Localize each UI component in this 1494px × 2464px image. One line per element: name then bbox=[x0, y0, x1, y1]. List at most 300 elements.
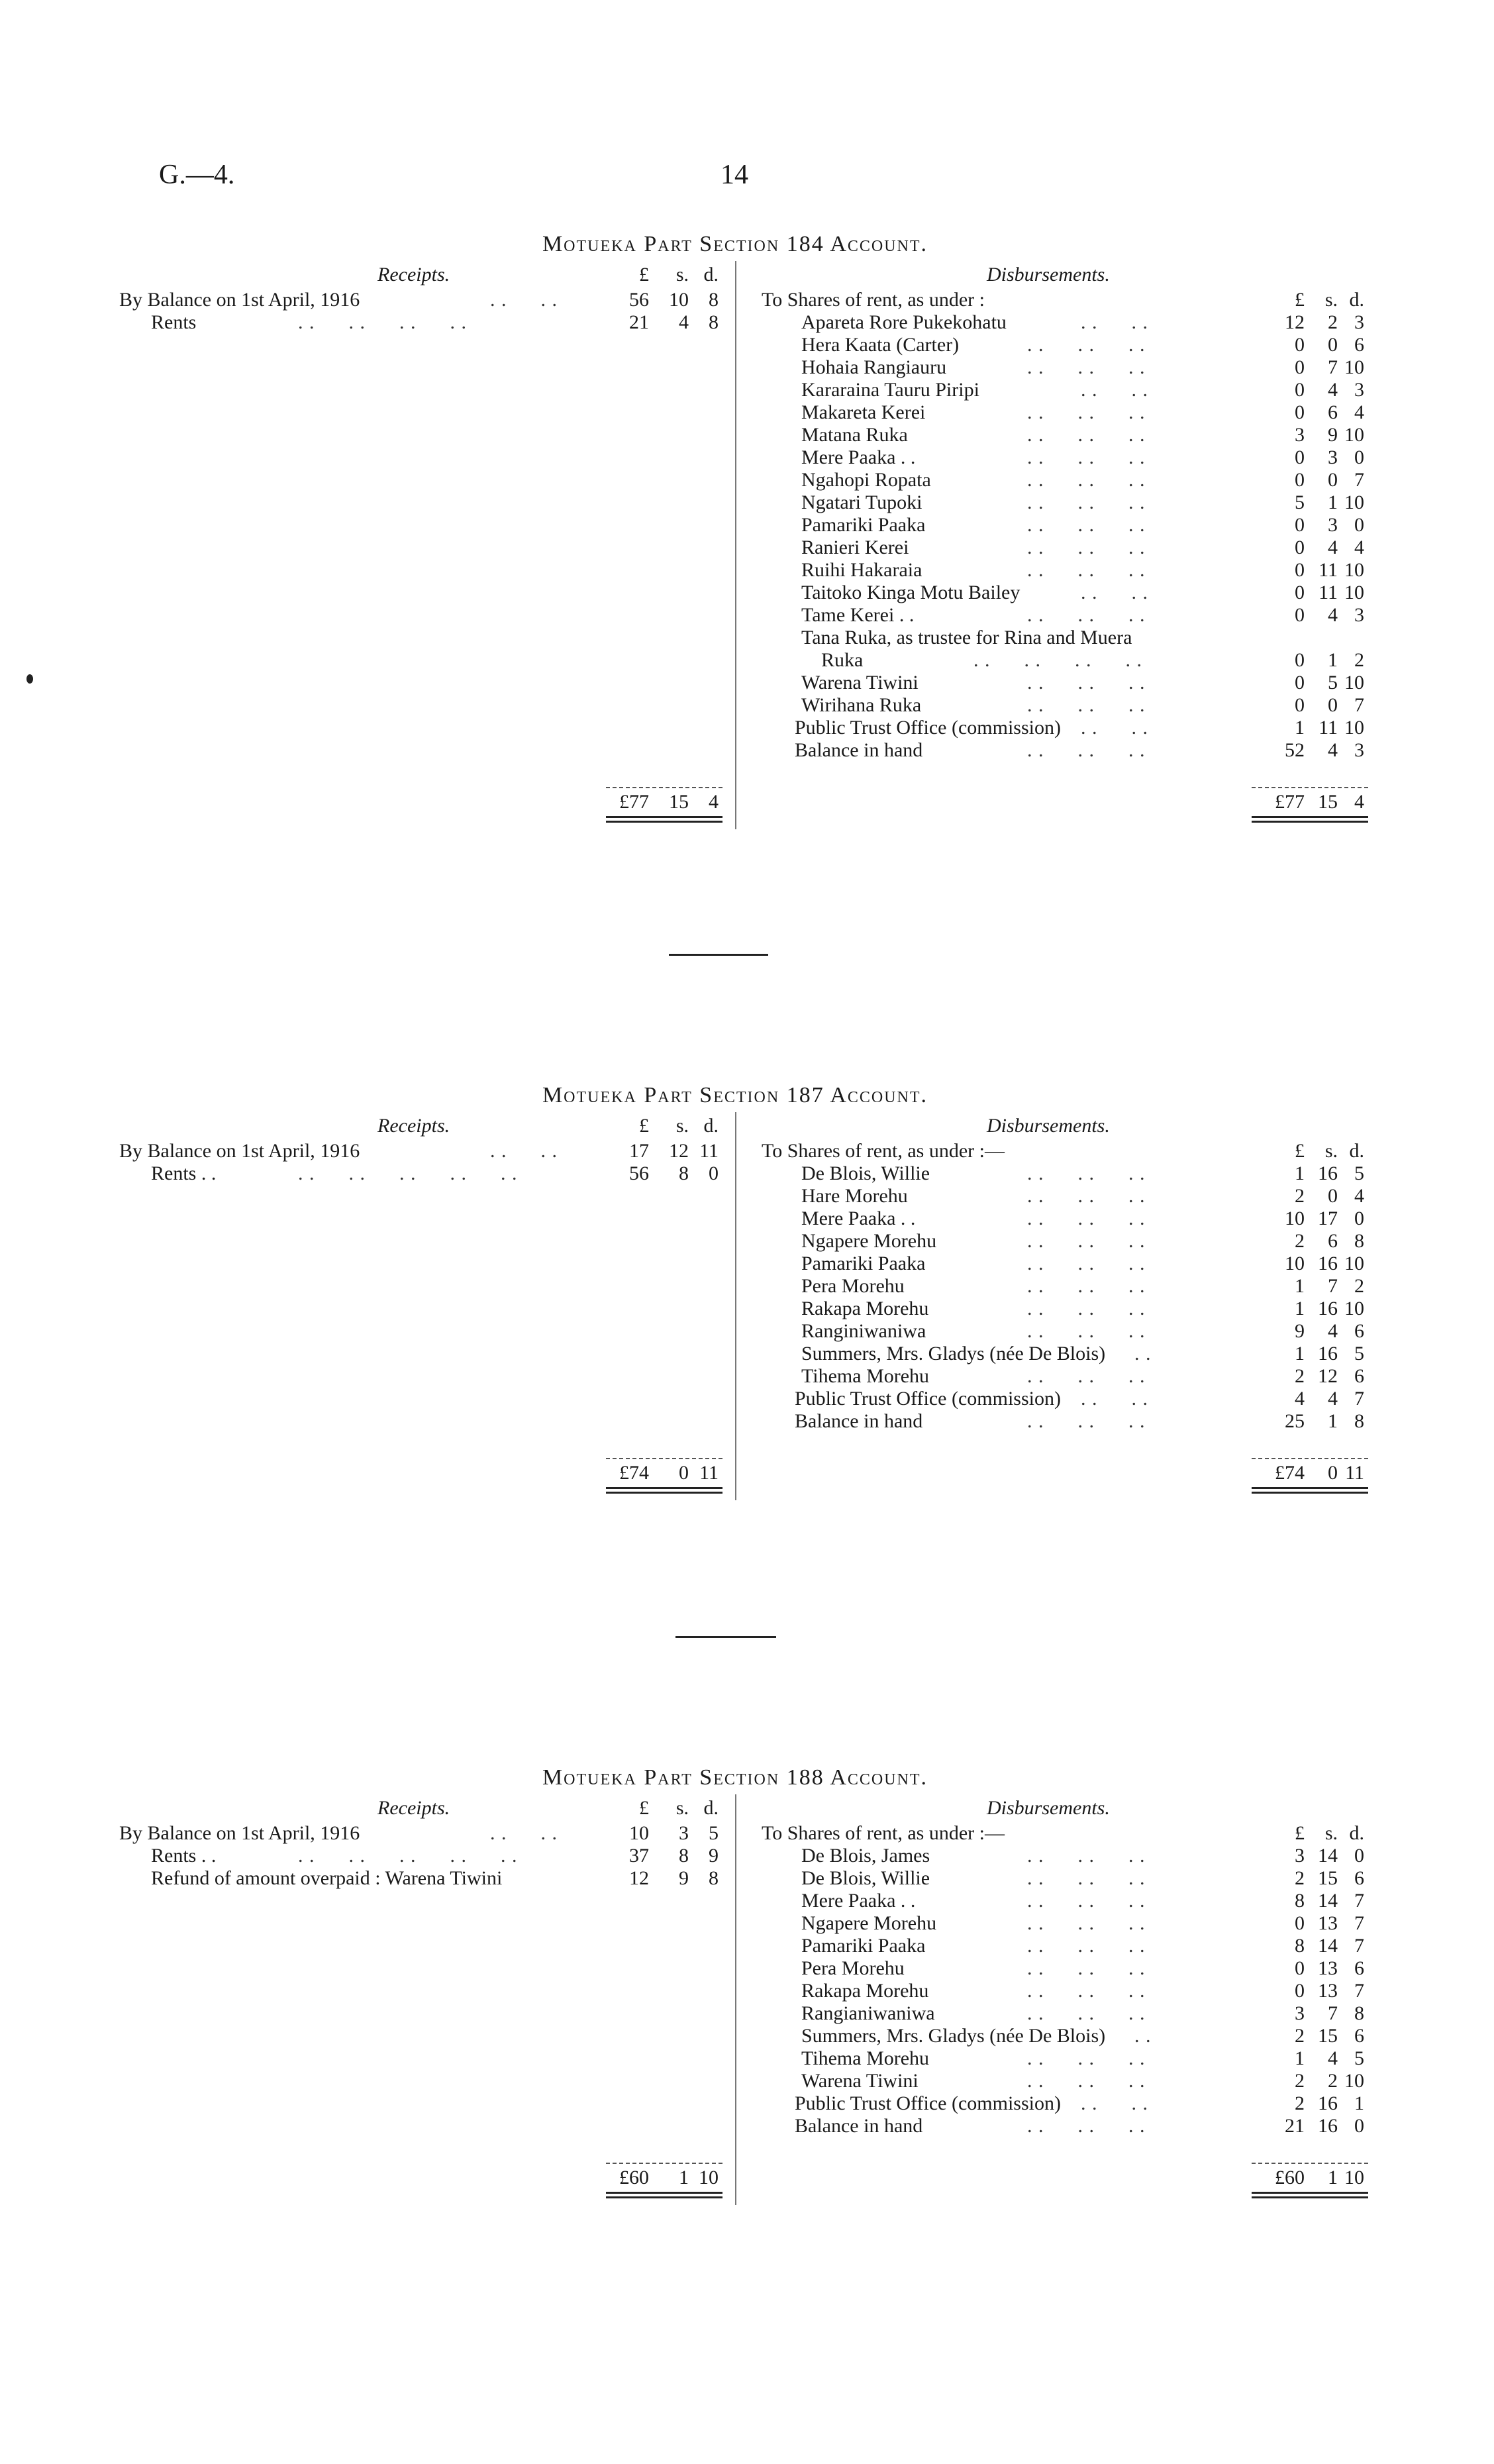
amount-shillings: 4 bbox=[1328, 739, 1338, 761]
disbursement-label: Tame Kerei . . bbox=[801, 604, 915, 626]
money-header-pence: d. bbox=[703, 1797, 719, 1819]
disbursement-label: Rangianiwaniwa bbox=[801, 2002, 935, 2024]
leader-dots: . . . . . . bbox=[1027, 334, 1146, 356]
leader-dots: . . . . bbox=[1081, 379, 1148, 401]
disbursements-intro: To Shares of rent, as under : bbox=[762, 289, 985, 311]
disbursement-label: Tihema Morehu bbox=[801, 2047, 930, 2069]
amount-pence: 7 bbox=[1354, 1388, 1364, 1410]
disbursement-row bbox=[119, 672, 1364, 694]
amount-pence: 6 bbox=[1354, 1957, 1364, 1979]
leader-dots: . . . . bbox=[1081, 311, 1148, 333]
disbursement-label: Wirihana Ruka bbox=[801, 694, 922, 716]
disbursement-label: Mere Paaka . . bbox=[801, 1207, 916, 1229]
amount-shillings: 3 bbox=[679, 1822, 689, 1844]
amount-pence: 8 bbox=[709, 289, 719, 311]
amount-pounds: 0 bbox=[1295, 537, 1305, 558]
double-rule bbox=[606, 816, 722, 823]
disbursement-label: Taitoko Kinga Motu Bailey bbox=[801, 582, 1021, 603]
disbursement-label: Matana Ruka bbox=[801, 424, 908, 446]
leader-dots: . . . . . . bbox=[1027, 1230, 1146, 1252]
money-header-pounds: £ bbox=[1295, 1140, 1305, 1162]
amount-shillings: 3 bbox=[1328, 514, 1338, 536]
amount-pence: 10 bbox=[1344, 717, 1364, 739]
margin-mark bbox=[26, 674, 33, 684]
amount-shillings: 4 bbox=[1328, 537, 1338, 558]
leader-dots: . . bbox=[1134, 1343, 1152, 1364]
disbursement-row bbox=[119, 334, 1364, 356]
double-rule bbox=[1252, 816, 1368, 823]
amount-pounds: 0 bbox=[1295, 1980, 1305, 2002]
amount-pence: 6 bbox=[1354, 334, 1364, 356]
disbursement-row bbox=[119, 401, 1364, 424]
money-header-pounds: £ bbox=[639, 264, 649, 285]
amount-pence: 8 bbox=[709, 311, 719, 333]
leader-dots: . . . . . . bbox=[1027, 2002, 1146, 2024]
leader-dots: . . . . . . bbox=[1027, 694, 1146, 716]
double-rule bbox=[606, 1487, 722, 1494]
disbursement-label: Warena Tiwini bbox=[801, 672, 919, 693]
amount-shillings: 1 bbox=[1328, 2167, 1338, 2188]
receipt-label: Rents . . bbox=[151, 1162, 217, 1184]
leader-dots: . . . . . . bbox=[1027, 1935, 1146, 1957]
leader-dots: . . . . . . bbox=[1027, 514, 1146, 536]
amount-shillings: 6 bbox=[1328, 401, 1338, 423]
amount-pence: 4 bbox=[1354, 537, 1364, 558]
disbursement-row bbox=[119, 1365, 1364, 1388]
amount-pence: 0 bbox=[709, 1162, 719, 1184]
leader-dots: . . . . . . bbox=[1027, 401, 1146, 423]
amount-shillings: 13 bbox=[1318, 1980, 1338, 2002]
amount-pounds: 12 bbox=[629, 1867, 649, 1889]
amount-shillings: 16 bbox=[1318, 1343, 1338, 1364]
account-section-184 bbox=[119, 232, 1364, 813]
total-rule bbox=[606, 2163, 722, 2164]
leader-dots: . . . . bbox=[1081, 2092, 1148, 2114]
amount-shillings: 14 bbox=[1318, 1845, 1338, 1867]
amount-pounds: 2 bbox=[1295, 1185, 1305, 1207]
disbursement-row bbox=[119, 469, 1364, 491]
disbursement-row bbox=[119, 1162, 1364, 1185]
amount-pounds: 0 bbox=[1295, 514, 1305, 536]
total-rule bbox=[606, 787, 722, 788]
amount-pence: 10 bbox=[1344, 559, 1364, 581]
amount-pounds: 0 bbox=[1295, 334, 1305, 356]
receipt-label: Refund of amount overpaid : Warena Tiwini bbox=[151, 1867, 503, 1889]
amount-shillings: 0 bbox=[1328, 1185, 1338, 1207]
account-title: Motueka Part Section 188 Account. bbox=[542, 1765, 928, 1790]
amount-pounds: 0 bbox=[1295, 401, 1305, 423]
leader-dots: . . . . . . . . bbox=[973, 649, 1142, 671]
amount-pounds: 0 bbox=[1295, 1957, 1305, 1979]
disbursement-row bbox=[119, 311, 1364, 334]
disbursement-label: Tihema Morehu bbox=[801, 1365, 930, 1387]
amount-pounds: 0 bbox=[1295, 694, 1305, 716]
amount-pence: 7 bbox=[1354, 694, 1364, 716]
amount-pence: 3 bbox=[1354, 311, 1364, 333]
disbursement-row bbox=[119, 1912, 1364, 1935]
disbursement-label: De Blois, James bbox=[801, 1845, 930, 1867]
disbursement-label: Pamariki Paaka bbox=[801, 1935, 926, 1957]
disbursement-row bbox=[119, 604, 1364, 627]
amount-pounds: 21 bbox=[1285, 2115, 1305, 2137]
amount-shillings: 11 bbox=[1319, 582, 1338, 603]
disbursement-row bbox=[119, 717, 1364, 739]
leader-dots: . . . . . . bbox=[1027, 1890, 1146, 1912]
disbursement-row bbox=[119, 537, 1364, 559]
amount-pounds: 37 bbox=[629, 1845, 649, 1867]
leader-dots: . . . . . . . . . . bbox=[298, 1845, 518, 1867]
disbursement-row bbox=[119, 1320, 1364, 1343]
page-number: 14 bbox=[721, 160, 748, 190]
amount-shillings: 2 bbox=[1328, 2070, 1338, 2092]
disbursement-label: Tana Ruka, as trustee for Rina and Muera bbox=[801, 627, 1132, 648]
money-header-pounds: £ bbox=[639, 1115, 649, 1137]
disbursement-row bbox=[119, 739, 1364, 762]
amount-pounds: 8 bbox=[1295, 1890, 1305, 1912]
amount-shillings: 16 bbox=[1318, 1253, 1338, 1274]
amount-shillings: 16 bbox=[1318, 2092, 1338, 2114]
leader-dots: . . . . . . bbox=[1027, 1365, 1146, 1387]
amount-pounds: £60 bbox=[1275, 2167, 1305, 2188]
amount-pence: 8 bbox=[1354, 1410, 1364, 1432]
amount-pounds: 0 bbox=[1295, 604, 1305, 626]
disbursements-list bbox=[119, 1140, 1364, 1433]
account-title: Motueka Part Section 187 Account. bbox=[542, 1083, 928, 1107]
amount-pence: 5 bbox=[1354, 1162, 1364, 1184]
amount-pence: 3 bbox=[1354, 739, 1364, 761]
amount-shillings: 6 bbox=[1328, 1230, 1338, 1252]
amount-shillings: 1 bbox=[1328, 491, 1338, 513]
amount-pounds: 9 bbox=[1295, 1320, 1305, 1342]
disbursement-row bbox=[119, 446, 1364, 469]
total-rule bbox=[1252, 787, 1368, 788]
amount-pounds: 0 bbox=[1295, 582, 1305, 603]
money-header-pence: d. bbox=[1349, 1822, 1364, 1844]
disbursements-intro-row bbox=[119, 1822, 1364, 1845]
amount-shillings: 9 bbox=[1328, 424, 1338, 446]
money-header-pounds: £ bbox=[1295, 289, 1305, 311]
disbursement-row bbox=[119, 559, 1364, 582]
disbursements-total bbox=[119, 1462, 1377, 1484]
disbursement-label: Ruihi Hakaraia bbox=[801, 559, 922, 581]
double-rule bbox=[606, 2192, 722, 2198]
amount-pounds: 2 bbox=[1295, 1230, 1305, 1252]
leader-dots: . . . . bbox=[1081, 717, 1148, 739]
amount-pounds: £60 bbox=[619, 2167, 649, 2188]
amount-pounds: 0 bbox=[1295, 379, 1305, 401]
money-header-pence: d. bbox=[1349, 289, 1364, 311]
total-rule bbox=[606, 1458, 722, 1459]
amount-pence: 0 bbox=[1354, 514, 1364, 536]
money-header-pence: d. bbox=[703, 264, 719, 285]
amount-pounds: 0 bbox=[1295, 469, 1305, 491]
amount-shillings: 16 bbox=[1318, 1162, 1338, 1184]
amount-shillings: 5 bbox=[1328, 672, 1338, 693]
disbursement-row bbox=[119, 379, 1364, 401]
disbursement-label: Ruka bbox=[821, 649, 864, 671]
disbursements-intro-row bbox=[119, 289, 1364, 311]
amount-pounds: 8 bbox=[1295, 1935, 1305, 1957]
disbursement-label: Ngapere Morehu bbox=[801, 1230, 937, 1252]
money-header-shillings: s. bbox=[1324, 1140, 1338, 1162]
leader-dots: . . . . . . bbox=[1027, 446, 1146, 468]
disbursement-label: Balance in hand bbox=[795, 1410, 923, 1432]
leader-dots: . . . . bbox=[490, 1822, 558, 1844]
amount-pounds: 0 bbox=[1295, 446, 1305, 468]
amount-pence: 5 bbox=[1354, 1343, 1364, 1364]
money-header-pounds: £ bbox=[639, 1797, 649, 1819]
amount-pounds: 56 bbox=[629, 289, 649, 311]
leader-dots: . . . . . . bbox=[1027, 1867, 1146, 1889]
receipts-heading: Receipts. bbox=[377, 1797, 450, 1819]
amount-shillings: 14 bbox=[1318, 1890, 1338, 1912]
leader-dots: . . . . . . bbox=[1027, 1185, 1146, 1207]
leader-dots: . . . . . . bbox=[1027, 1320, 1146, 1342]
leader-dots: . . . . . . bbox=[1027, 1162, 1146, 1184]
disbursements-list bbox=[119, 289, 1364, 762]
amount-pounds: 0 bbox=[1295, 672, 1305, 693]
disbursement-label: Pera Morehu bbox=[801, 1275, 905, 1297]
amount-pence: 11 bbox=[1345, 1462, 1364, 1484]
amount-shillings: 0 bbox=[679, 1462, 689, 1484]
receipt-label: By Balance on 1st April, 1916 bbox=[119, 1140, 360, 1162]
disbursement-label: Pera Morehu bbox=[801, 1957, 905, 1979]
amount-shillings: 7 bbox=[1328, 1275, 1338, 1297]
money-header-pounds: £ bbox=[1295, 1822, 1305, 1844]
account-section-188 bbox=[119, 1765, 1364, 2269]
leader-dots: . . . . . . bbox=[1027, 559, 1146, 581]
disbursement-row bbox=[119, 582, 1364, 604]
leader-dots: . . . . . . bbox=[1027, 1275, 1146, 1297]
amount-pence: 6 bbox=[1354, 1320, 1364, 1342]
page-reference: G.—4. bbox=[159, 160, 235, 190]
amount-shillings: 15 bbox=[1318, 791, 1338, 813]
amount-pounds: 10 bbox=[1285, 1207, 1305, 1229]
amount-shillings: 1 bbox=[1328, 649, 1338, 671]
amount-shillings: 8 bbox=[679, 1845, 689, 1867]
disbursement-label: Hohaia Rangiauru bbox=[801, 356, 947, 378]
leader-dots: . . . . . . bbox=[1027, 604, 1146, 626]
amount-pence: 0 bbox=[1354, 1207, 1364, 1229]
amount-pence: 4 bbox=[1354, 791, 1364, 813]
disbursement-row bbox=[119, 1298, 1364, 1320]
disbursement-label: Ngahopi Ropata bbox=[801, 469, 931, 491]
amount-pence: 11 bbox=[699, 1462, 719, 1484]
amount-shillings: 12 bbox=[1318, 1365, 1338, 1387]
disbursement-label: Pamariki Paaka bbox=[801, 514, 926, 536]
disbursement-label: Ranieri Kerei bbox=[801, 537, 909, 558]
amount-pounds: 1 bbox=[1295, 2047, 1305, 2069]
leader-dots: . . . . . . bbox=[1027, 1298, 1146, 1319]
disbursement-label: Mere Paaka . . bbox=[801, 446, 916, 468]
disbursement-row bbox=[119, 1935, 1364, 1957]
amount-shillings: 0 bbox=[1328, 469, 1338, 491]
account-section-187 bbox=[119, 1083, 1364, 1586]
disbursements-intro: To Shares of rent, as under :— bbox=[762, 1140, 1005, 1162]
amount-pence: 0 bbox=[1354, 2115, 1364, 2137]
disbursements-list bbox=[119, 1822, 1364, 2137]
leader-dots: . . . . . . bbox=[1027, 356, 1146, 378]
amount-pence: 10 bbox=[1344, 2167, 1364, 2188]
amount-shillings: 4 bbox=[1328, 2047, 1338, 2069]
amount-pence: 10 bbox=[1344, 1253, 1364, 1274]
amount-pounds: 17 bbox=[629, 1140, 649, 1162]
amount-pence: 7 bbox=[1354, 1912, 1364, 1934]
leader-dots: . . . . . . bbox=[1027, 537, 1146, 558]
leader-dots: . . . . . . . . bbox=[298, 311, 467, 333]
disbursements-intro-row bbox=[119, 1140, 1364, 1162]
disbursement-row bbox=[119, 1410, 1364, 1433]
amount-pence: 6 bbox=[1354, 2025, 1364, 2047]
total-rule bbox=[1252, 1458, 1368, 1459]
amount-shillings: 4 bbox=[1328, 1388, 1338, 1410]
amount-pence: 6 bbox=[1354, 1867, 1364, 1889]
money-header-shillings: s. bbox=[675, 1115, 689, 1137]
amount-pence: 10 bbox=[699, 2167, 719, 2188]
disbursement-label: Kararaina Tauru Piripi bbox=[801, 379, 979, 401]
amount-pence: 4 bbox=[1354, 1185, 1364, 1207]
amount-shillings: 15 bbox=[1318, 1867, 1338, 1889]
leader-dots: . . . . . . bbox=[1027, 1980, 1146, 2002]
leader-dots: . . . . . . bbox=[1027, 469, 1146, 491]
leader-dots: . . . . . . bbox=[1027, 1912, 1146, 1934]
amount-shillings: 1 bbox=[679, 2167, 689, 2188]
amount-shillings: 0 bbox=[1328, 1462, 1338, 1484]
amount-pounds: 2 bbox=[1295, 1365, 1305, 1387]
disbursement-label: Balance in hand bbox=[795, 2115, 923, 2137]
disbursement-label: Ngapere Morehu bbox=[801, 1912, 937, 1934]
amount-pounds: 2 bbox=[1295, 2025, 1305, 2047]
disbursement-row bbox=[119, 424, 1364, 446]
disbursements-heading: Disbursements. bbox=[987, 1797, 1110, 1819]
leader-dots: . . . . . . . . . . bbox=[298, 1162, 518, 1184]
leader-dots: . . bbox=[1134, 2025, 1152, 2047]
amount-pounds: 5 bbox=[1295, 491, 1305, 513]
disbursement-row bbox=[119, 1890, 1364, 1912]
leader-dots: . . . . . . bbox=[1027, 2115, 1146, 2137]
total-rule bbox=[1252, 2163, 1368, 2164]
disbursement-label: De Blois, Willie bbox=[801, 1162, 930, 1184]
disbursement-label: Balance in hand bbox=[795, 739, 923, 761]
disbursement-row bbox=[119, 2092, 1364, 2115]
disbursement-row bbox=[119, 627, 1351, 649]
amount-pence: 9 bbox=[709, 1845, 719, 1867]
section-separator bbox=[675, 1636, 776, 1638]
disbursement-row bbox=[119, 1980, 1364, 2002]
amount-pounds: £74 bbox=[1275, 1462, 1305, 1484]
leader-dots: . . . . . . bbox=[1027, 1845, 1146, 1867]
disbursement-row bbox=[119, 2002, 1364, 2025]
amount-pence: 3 bbox=[1354, 604, 1364, 626]
disbursement-row bbox=[119, 514, 1364, 537]
money-header-pence: d. bbox=[703, 1115, 719, 1137]
amount-shillings: 0 bbox=[1328, 334, 1338, 356]
receipt-label: By Balance on 1st April, 1916 bbox=[119, 289, 360, 311]
disbursement-row bbox=[119, 1867, 1364, 1890]
amount-shillings: 14 bbox=[1318, 1935, 1338, 1957]
amount-pounds: 0 bbox=[1295, 559, 1305, 581]
amount-pence: 10 bbox=[1344, 582, 1364, 603]
disbursement-label: Ngatari Tupoki bbox=[801, 491, 922, 513]
leader-dots: . . . . . . bbox=[1027, 1207, 1146, 1229]
disbursements-total bbox=[119, 791, 1377, 813]
double-rule bbox=[1252, 1487, 1368, 1494]
amount-pounds: 0 bbox=[1295, 649, 1305, 671]
amount-shillings: 9 bbox=[679, 1867, 689, 1889]
leader-dots: . . . . bbox=[490, 289, 558, 311]
receipts-heading: Receipts. bbox=[377, 1115, 450, 1137]
amount-shillings: 1 bbox=[1328, 1410, 1338, 1432]
disbursement-label: Pamariki Paaka bbox=[801, 1253, 926, 1274]
amount-pence: 10 bbox=[1344, 2070, 1364, 2092]
amount-pounds: 1 bbox=[1295, 717, 1305, 739]
amount-pounds: £74 bbox=[619, 1462, 649, 1484]
leader-dots: . . . . . . bbox=[1027, 491, 1146, 513]
amount-pence: 6 bbox=[1354, 1365, 1364, 1387]
amount-pounds: 10 bbox=[1285, 1253, 1305, 1274]
disbursement-label: Hare Morehu bbox=[801, 1185, 908, 1207]
amount-pence: 0 bbox=[1354, 1845, 1364, 1867]
amount-pence: 11 bbox=[699, 1140, 719, 1162]
amount-pounds: 1 bbox=[1295, 1343, 1305, 1364]
amount-shillings: 7 bbox=[1328, 2002, 1338, 2024]
amount-pounds: 1 bbox=[1295, 1275, 1305, 1297]
disbursements-heading: Disbursements. bbox=[987, 1115, 1110, 1137]
amount-shillings: 13 bbox=[1318, 1912, 1338, 1934]
amount-pounds: 52 bbox=[1285, 739, 1305, 761]
money-header-shillings: s. bbox=[675, 1797, 689, 1819]
leader-dots: . . . . . . bbox=[1027, 424, 1146, 446]
leader-dots: . . . . . . bbox=[1027, 1253, 1146, 1274]
amount-shillings: 4 bbox=[679, 311, 689, 333]
money-header-shillings: s. bbox=[1324, 289, 1338, 311]
leader-dots: . . . . . . bbox=[1027, 2047, 1146, 2069]
disbursement-label: Summers, Mrs. Gladys (née De Blois) bbox=[801, 1343, 1106, 1364]
disbursement-row bbox=[119, 356, 1364, 379]
disbursement-row bbox=[119, 2070, 1364, 2092]
money-header-pence: d. bbox=[1349, 1140, 1364, 1162]
amount-shillings: 10 bbox=[669, 289, 689, 311]
disbursement-row bbox=[119, 2047, 1364, 2070]
leader-dots: . . . . . . bbox=[1027, 672, 1146, 693]
amount-pence: 4 bbox=[1354, 401, 1364, 423]
amount-pence: 7 bbox=[1354, 1890, 1364, 1912]
disbursement-row bbox=[119, 491, 1364, 514]
amount-shillings: 4 bbox=[1328, 604, 1338, 626]
disbursement-label: Ranginiwaniwa bbox=[801, 1320, 926, 1342]
disbursement-label: Mere Paaka . . bbox=[801, 1890, 916, 1912]
money-header-shillings: s. bbox=[1324, 1822, 1338, 1844]
amount-pounds: 3 bbox=[1295, 1845, 1305, 1867]
disbursement-label: De Blois, Willie bbox=[801, 1867, 930, 1889]
disbursement-label: Warena Tiwini bbox=[801, 2070, 919, 2092]
disbursement-label: Apareta Rore Pukekohatu bbox=[801, 311, 1007, 333]
amount-shillings: 4 bbox=[1328, 1320, 1338, 1342]
receipt-label: Rents bbox=[151, 311, 197, 333]
amount-pence: 10 bbox=[1344, 1298, 1364, 1319]
account-title: Motueka Part Section 184 Account. bbox=[542, 232, 928, 256]
amount-pounds: £77 bbox=[1275, 791, 1305, 813]
amount-pounds: 4 bbox=[1295, 1388, 1305, 1410]
amount-pence: 7 bbox=[1354, 469, 1364, 491]
amount-shillings: 13 bbox=[1318, 1957, 1338, 1979]
disbursements-total bbox=[119, 2167, 1377, 2189]
leader-dots: . . . . bbox=[1081, 1388, 1148, 1410]
disbursement-row bbox=[119, 649, 1364, 672]
amount-pounds: 21 bbox=[629, 311, 649, 333]
disbursement-row bbox=[119, 2025, 1364, 2047]
leader-dots: . . . . . . bbox=[1027, 1410, 1146, 1432]
